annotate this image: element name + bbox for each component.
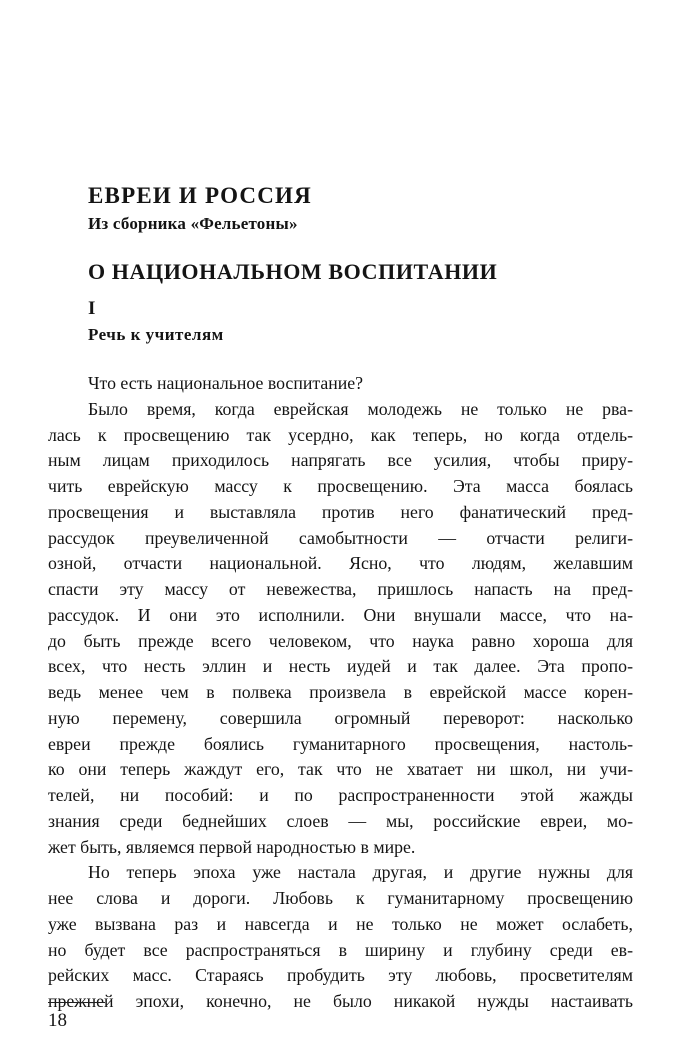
text-line: прежней эпохи, конечно, не было никакой нужды настаивать xyxy=(48,991,633,1011)
text-line: Было время, когда еврейская молодежь не только не рва- xyxy=(88,398,633,419)
page-title: ЕВРЕИ И РОССИЯ xyxy=(88,183,312,208)
section-title: О НАЦИОНАЛЬНОМ ВОСПИТАНИИ xyxy=(88,259,498,284)
text-line: озной, отчасти национальной. Ясно, что людям, желавшим xyxy=(48,553,633,574)
chapter-title: Речь к учителям xyxy=(88,325,224,344)
text-line: всех, что несть эллин и несть иудей и так далее. Эта пропо- xyxy=(48,656,633,677)
text-line: рассудок преувеличенной самобытности — отчасти религи- xyxy=(48,527,633,548)
text-line: просвещения и выставляла против него фанатический пред- xyxy=(48,501,633,522)
text-line: спасти эту массу от невежества, пришлось напасть на пред- xyxy=(48,579,633,599)
footer-divider xyxy=(48,1002,105,1003)
text-line: до быть прежде всего человеком, что наука равно хороша для xyxy=(48,630,633,651)
text-line: ведь менее чем в полвека произвела в еврейской массе корен- xyxy=(48,682,633,702)
text-line: ным лицам приходилось напрягать все усилия, чтобы приру- xyxy=(48,450,633,471)
text-line: лась к просвещению так усердно, как теперь, но когда отдель- xyxy=(48,424,633,445)
text-line: ную перемену, совершила огромный переворот: насколько xyxy=(48,707,633,728)
text-line: знания среди беднейших слоев — мы, российские евреи, мо- xyxy=(48,810,633,831)
text-line: Но теперь эпоха уже настала другая, и другие нужны для xyxy=(88,862,633,883)
text-line: но будет все распространяться в ширину и глубину среди ев- xyxy=(48,939,633,960)
text-line: чить еврейскую массу к просвещению. Эта масса боялась xyxy=(48,476,633,496)
text-line: рассудок. И они это исполнили. Они внушали массе, что на- xyxy=(48,604,633,625)
page-number: 18 xyxy=(48,1010,67,1031)
text-line: нее слова и дороги. Любовь к гуманитарному просвещению xyxy=(48,888,633,908)
body-text xyxy=(48,371,633,1015)
page-subtitle: Из сборника «Фельетоны» xyxy=(88,214,298,233)
text-line: рейских масс. Стараясь пробудить эту любовь, просветителям xyxy=(48,965,633,986)
text-line: Что есть национальное воспитание? xyxy=(88,373,364,393)
text-line: жет быть, являемся первой народностью в мире. xyxy=(48,836,416,857)
text-line: уже вызвана раз и навсегда и не только не может ослабеть, xyxy=(48,913,633,934)
chapter-number: I xyxy=(88,298,96,319)
text-line: телей, ни пособий: и по распространенности этой жажды xyxy=(48,785,633,805)
text-line: евреи прежде боялись гуманитарного просвещения, настоль- xyxy=(48,733,633,754)
text-line: ко они теперь жаждут его, так что не хватает ни школ, ни учи- xyxy=(48,759,633,780)
